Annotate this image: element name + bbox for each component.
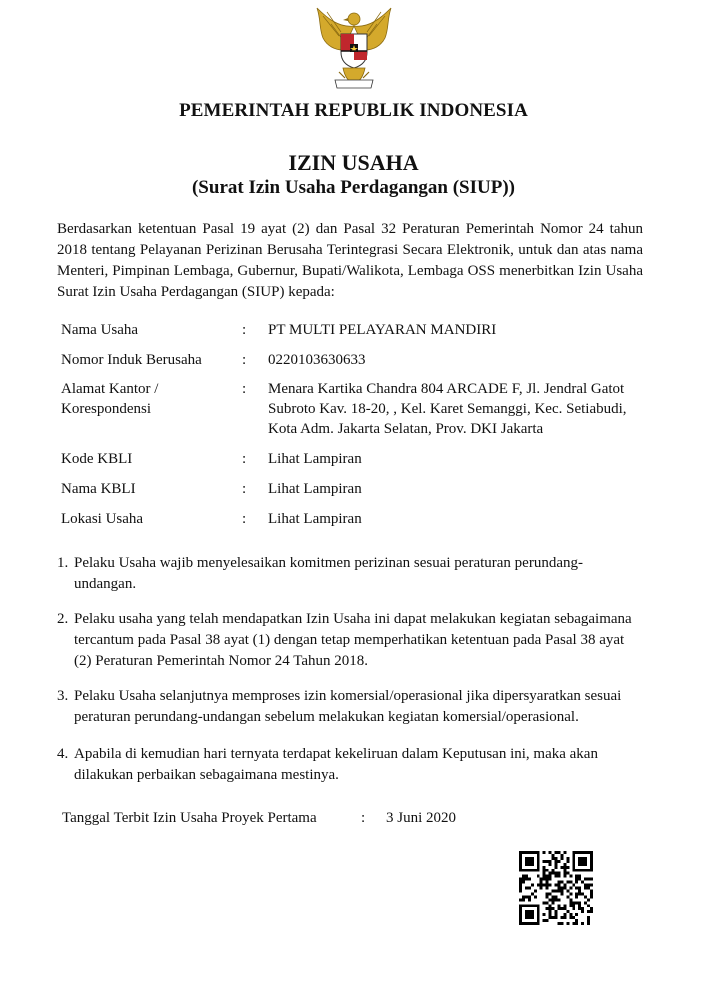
issue-date-colon: : [361, 810, 366, 826]
field-value: Lihat Lampiran [268, 511, 362, 527]
note-number: 4. [57, 746, 69, 762]
field-colon: : [242, 322, 247, 338]
field-value: Lihat Lampiran [268, 481, 362, 497]
intro-paragraph: Berdasarkan ketentuan Pasal 19 ayat (2) dan Pasal 32 Peraturan Pemerintah Nomor 24 tahun 2018 tentang Pelayanan Perizinan Berusaha Terintegrasi Secara Elektronik, untuk dan atas nama Menteri, Pimpinan Lembaga, Gubernur, Bupati/Walikota, Lembaga OSS menerbitkan Izin Usaha Surat Izin Usaha Perdagangan (SIUP) kepada: [57, 221, 643, 300]
field-label: Lokasi Usaha [61, 511, 144, 527]
field-label: Nama Usaha [61, 322, 139, 338]
field-label: Nama KBLI [61, 481, 136, 497]
document-title: IZIN USAHA [288, 150, 419, 175]
field-colon: : [242, 451, 247, 467]
note-text: Pelaku usaha yang telah mendapatkan Izin Usaha ini dapat melakukan kegiatan sebagaimana tercantum pada Pasal 38 ayat (1) dengan tetap memperhatikan ketentuan pada Pasal 38 ayat (2) Peraturan Pemerintah Nomor 24 Tahun 2018. [74, 611, 632, 669]
field-colon: : [242, 481, 247, 497]
issue-date-value: 3 Juni 2020 [386, 810, 457, 826]
field-label: Nomor Induk Berusaha [61, 352, 202, 368]
field-value: Menara Kartika Chandra 804 ARCADE F, Jl. Jendral Gatot Subroto Kav. 18-20, , Kel. Karet Semanggi, Kec. Setiabudi, Kota Adm. Jakarta Selatan, Prov. DKI Jakarta [268, 381, 627, 437]
note-number: 2. [57, 611, 69, 627]
garuda-emblem-icon [309, 6, 399, 94]
field-colon: : [242, 381, 247, 397]
note-text: Pelaku Usaha selanjutnya memproses izin komersial/operasional jika dipersyaratkan sesuai peraturan perundang-undangan sebelum melakukan kegiatan komersial/operasional. [74, 688, 622, 725]
field-colon: : [242, 511, 247, 527]
qr-code-icon [519, 851, 593, 925]
note-text: Pelaku Usaha wajib menyelesaikan komitmen perizinan sesuai peraturan perundang-undangan. [74, 555, 583, 592]
field-label: Alamat Kantor / Korespondensi [61, 381, 159, 417]
issue-date-label: Tanggal Terbit Izin Usaha Proyek Pertama [62, 810, 317, 826]
government-heading: PEMERINTAH REPUBLIK INDONESIA [179, 100, 528, 121]
field-colon: : [242, 352, 247, 368]
field-value: 0220103630633 [268, 352, 366, 368]
field-value: PT MULTI PELAYARAN MANDIRI [268, 322, 497, 338]
field-value: Lihat Lampiran [268, 451, 362, 467]
note-number: 1. [57, 555, 69, 571]
note-number: 3. [57, 688, 69, 704]
field-label: Kode KBLI [61, 451, 133, 467]
note-text: Apabila di kemudian hari ternyata terdapat kekeliruan dalam Keputusan ini, maka akan dilakukan perbaikan sebagaimana mestinya. [74, 746, 598, 783]
document-subtitle: (Surat Izin Usaha Perdagangan (SIUP)) [191, 177, 516, 198]
